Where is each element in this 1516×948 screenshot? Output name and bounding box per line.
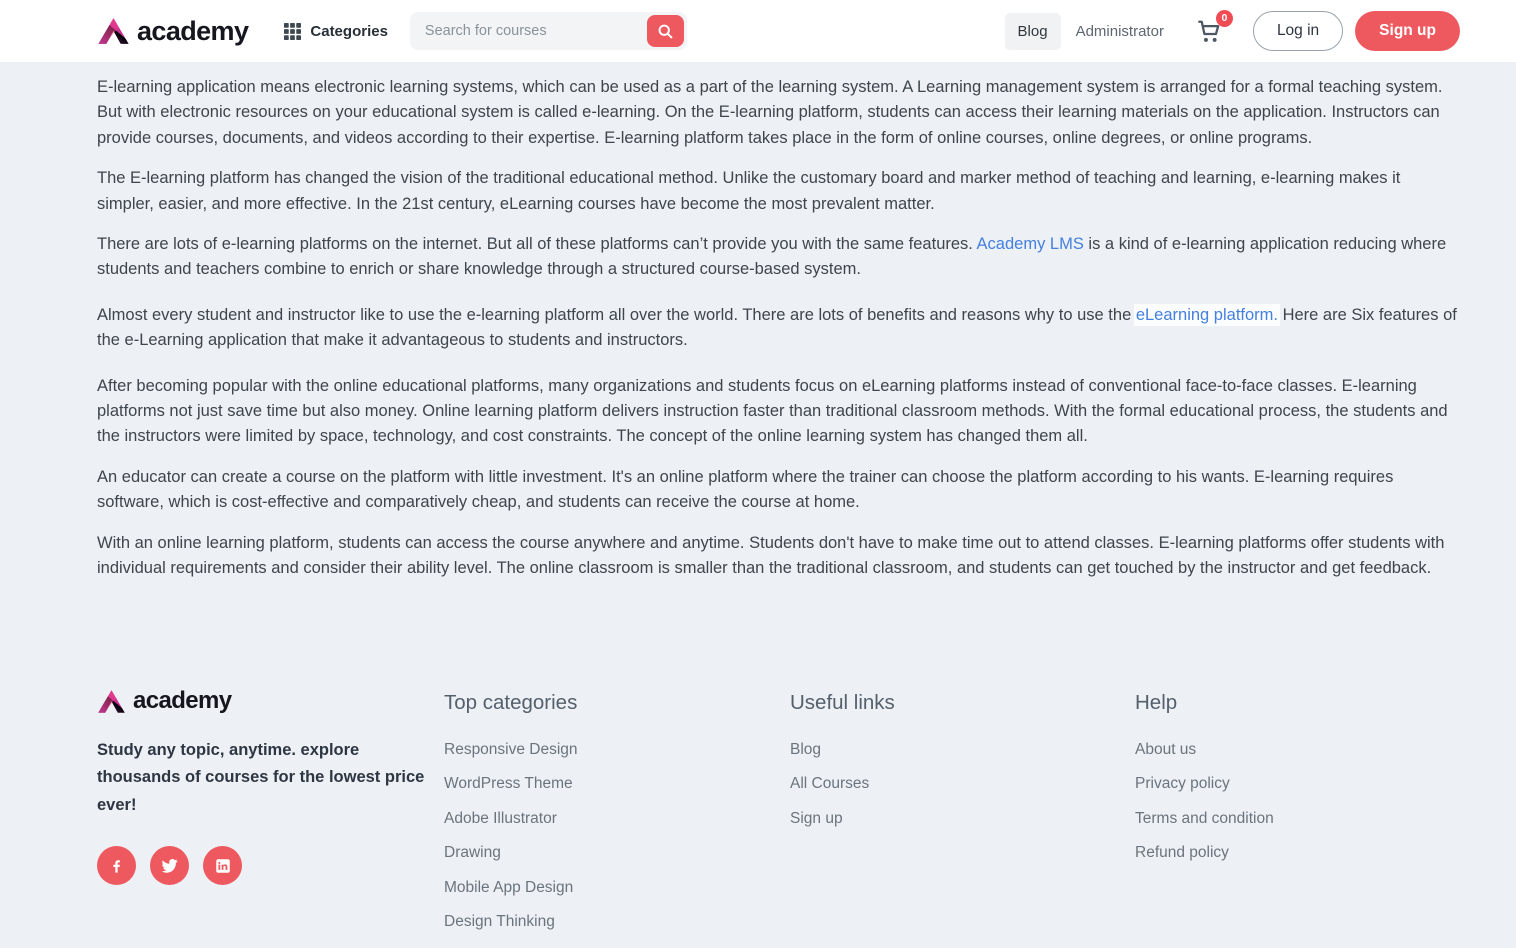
footer-help: [1135, 689, 1460, 948]
footer-link-all-courses[interactable]: All Courses: [790, 775, 870, 792]
cart-count-badge: 0: [1216, 10, 1233, 27]
footer-column-title: Top categories: [444, 690, 578, 714]
nav-administrator-link[interactable]: Administrator: [1075, 22, 1164, 40]
header-actions: [1005, 11, 1460, 51]
twitter-icon: [160, 856, 179, 875]
footer-useful-links: [790, 689, 1135, 948]
paragraph-text: is a kind of e-learning application reducing where students and teachers combine to enrich or share knowledge through a structured course-based system.: [97, 235, 1447, 279]
footer-column-title: Useful links: [790, 690, 895, 714]
footer-link-adobe-illustrator[interactable]: Adobe Illustrator: [444, 809, 557, 827]
academy-a-icon: [97, 17, 130, 45]
academy-a-icon: [97, 689, 126, 714]
footer-link-design-thinking[interactable]: Design Thinking: [444, 913, 555, 930]
twitter-button[interactable]: [150, 846, 189, 885]
linkedin-button[interactable]: [203, 846, 242, 885]
blog-article-body: [0, 62, 1516, 582]
footer-link-blog[interactable]: Blog: [790, 740, 822, 758]
linkedin-icon: [214, 857, 232, 875]
top-navbar: [0, 0, 1516, 62]
signup-button[interactable]: Sign up: [1355, 11, 1460, 51]
footer-logo[interactable]: [97, 689, 444, 714]
brand-name: academy: [137, 15, 249, 46]
magnifier-icon: [657, 23, 674, 40]
footer-top-categories: [444, 689, 790, 948]
article-paragraph: With an online learning platform, students can access the course anywhere and anytime. Students don't have to make time out to attend classes. E-learning platforms offer students with individual requirements and consider their ability level. The online classroom is smaller than the traditional classroom, and students can get touched by the instructor and get feedback.: [97, 533, 1445, 578]
paragraph-text: Almost every student and instructor like to use the e-learning platform all over the world. There are lots of benefits and reasons why to use the: [97, 305, 1136, 324]
footer-tagline: Study any topic, anytime. explore thousands of courses for the lowest price ever!: [97, 740, 425, 814]
article-paragraph: [97, 232, 1458, 283]
search-button[interactable]: [647, 15, 684, 47]
footer-link-about-us[interactable]: About us: [1135, 740, 1197, 758]
cart-button[interactable]: [1196, 12, 1228, 45]
article-paragraph: After becoming popular with the online educational platforms, many organizations and students focus on eLearning platforms instead of conventional face-to-face classes. E-learning platforms not just save time but also money. Online learning platform delivers instruction faster than traditional classroom methods. With the formal educational process, the students and the instructors were limited by space, technology, and cost constraints. The concept of the online learning system has changed them all.: [97, 376, 1448, 446]
search-input[interactable]: [410, 23, 647, 39]
footer-link-refund-policy[interactable]: Refund policy: [1135, 844, 1229, 861]
elearning-platform-link[interactable]: eLearning platform.: [1135, 305, 1278, 324]
footer-link-terms-and-condition[interactable]: Terms and condition: [1135, 809, 1274, 827]
footer-link-privacy-policy[interactable]: Privacy policy: [1135, 775, 1230, 792]
facebook-button[interactable]: [97, 846, 136, 885]
facebook-icon: [107, 856, 126, 875]
page-footer: [0, 597, 1516, 948]
categories-label: Categories: [310, 22, 388, 40]
article-paragraph: An educator can create a course on the platform with little investment. It's an online platform where the trainer can choose the platform according to his wants. E-learning requires software, which is cost-effective and comparatively cheap, and students can receive the course at home.: [97, 467, 1394, 512]
footer-link-wordpress-theme[interactable]: WordPress Theme: [444, 775, 573, 792]
footer-link-drawing[interactable]: Drawing: [444, 844, 501, 861]
footer-link-sign-up[interactable]: Sign up: [790, 809, 843, 827]
paragraph-text: There are lots of e-learning platforms on the internet. But all of these platforms can’t provide you with the same features.: [97, 235, 977, 254]
article-paragraph: [97, 303, 1458, 354]
article-paragraph: The E-learning platform has changed the vision of the traditional educational method. Unlike the customary board and marker method of teaching and learning, e-learning makes it simpler, easier, and more effective. In the 21st century, eLearning courses have become the most prevalent matter.: [97, 169, 1401, 213]
footer-brand-column: [97, 689, 444, 948]
paragraph-text: Here are Six features of the e-Learning application that make it advantageous to students and instructors.: [97, 305, 1457, 350]
login-button[interactable]: Log in: [1253, 11, 1343, 51]
footer-link-mobile-app-design[interactable]: Mobile App Design: [444, 878, 574, 896]
course-search-bar: [410, 12, 687, 50]
grid-icon: [284, 23, 301, 40]
academy-lms-link[interactable]: Academy LMS: [976, 235, 1084, 254]
brand-name: academy: [133, 687, 232, 714]
footer-link-responsive-design[interactable]: Responsive Design: [444, 740, 578, 758]
footer-column-title: Help: [1135, 690, 1178, 714]
header-logo[interactable]: [97, 17, 248, 45]
social-links: [97, 846, 444, 885]
nav-blog-link[interactable]: Blog: [1005, 13, 1061, 50]
categories-button[interactable]: [284, 23, 388, 40]
article-paragraph: E-learning application means electronic learning systems, which can be used as a part of the learning system. A Learning management system is arranged for a formal teaching system. But with electronic resources on your educational system is called e-learning. On the E-learning platform, students can access their learning materials on the application. Instructors can provide courses, documents, and videos according to their expertise. E-learning platform takes place in the form of online courses, online degrees, or online programs.: [97, 78, 1443, 147]
